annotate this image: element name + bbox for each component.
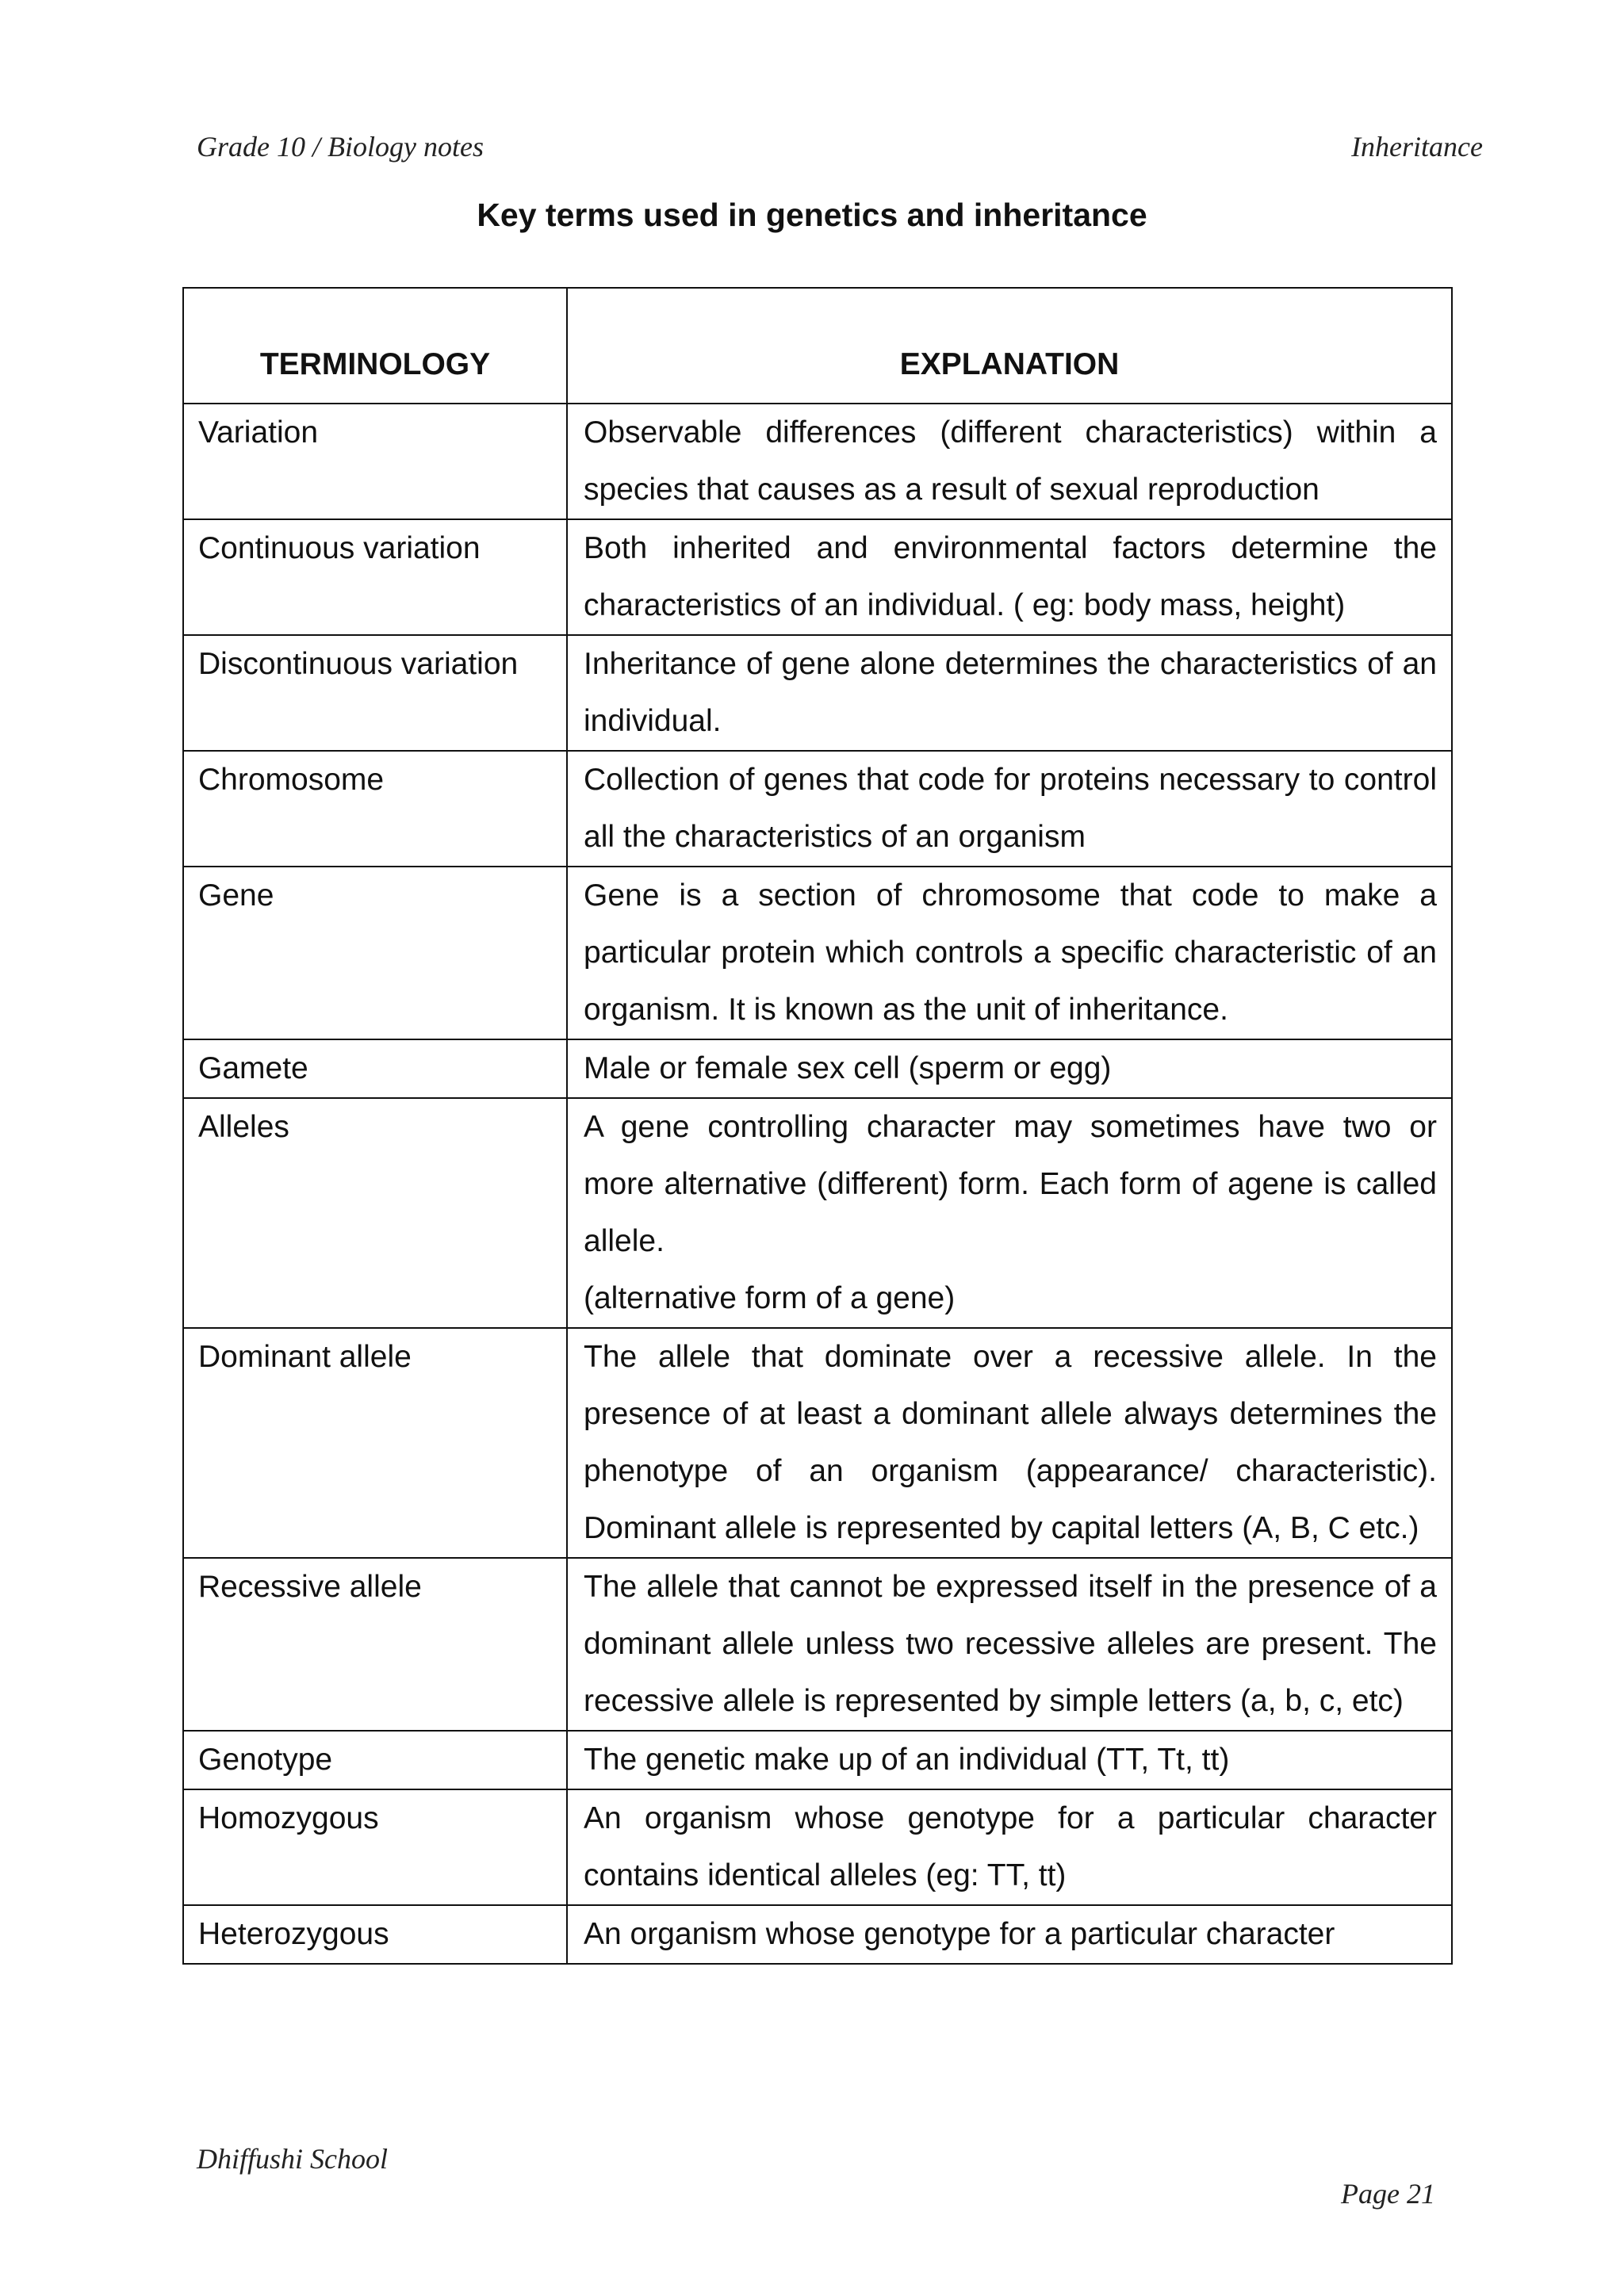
explanation-note: (alternative form of a gene) bbox=[584, 1281, 956, 1315]
table-row bbox=[183, 404, 1452, 519]
table-header-row bbox=[183, 288, 1452, 404]
table-row bbox=[183, 1905, 1452, 1964]
term-cell: Dominant allele bbox=[183, 1328, 567, 1558]
explanation-cell: The allele that cannot be expressed itself in the presence of a dominant allele unless two recessive alleles are present. The recessive allele is represented by simple letters (a, b, c, etc) bbox=[567, 1558, 1452, 1731]
terms-table bbox=[182, 287, 1453, 1965]
table-row bbox=[183, 1731, 1452, 1789]
footer-school: Dhiffushi School bbox=[197, 2143, 388, 2175]
column-header-terminology: TERMINOLOGY bbox=[183, 288, 567, 404]
term-cell: Genotype bbox=[183, 1731, 567, 1789]
page-number: Page 21 bbox=[1341, 2178, 1435, 2210]
term-cell: Alleles bbox=[183, 1098, 567, 1328]
table-row bbox=[183, 1328, 1452, 1558]
term-cell: Chromosome bbox=[183, 751, 567, 867]
term-cell: Heterozygous bbox=[183, 1905, 567, 1964]
table-row bbox=[183, 1098, 1452, 1328]
table-row bbox=[183, 751, 1452, 867]
explanation-cell: Observable differences (different characteristics) within a species that causes as a result of sexual reproduction bbox=[567, 404, 1452, 519]
term-cell: Gamete bbox=[183, 1039, 567, 1098]
explanation-text: A gene controlling character may sometimes have two or more alternative (different) form. Each form of agene is called allele. bbox=[584, 1110, 1437, 1258]
table-row bbox=[183, 1039, 1452, 1098]
explanation-cell: Both inherited and environmental factors determine the characteristics of an individual. ( eg: body mass, height) bbox=[567, 519, 1452, 635]
term-cell: Recessive allele bbox=[183, 1558, 567, 1731]
term-cell: Discontinuous variation bbox=[183, 635, 567, 751]
explanation-cell: The allele that dominate over a recessive allele. In the presence of at least a dominant allele always determines the phenotype of an organism (appearance/ characteristic). Dominant allele is represented by capital letters (A, B, C etc.) bbox=[567, 1328, 1452, 1558]
header-topic: Inheritance bbox=[1351, 131, 1483, 163]
explanation-cell: Inheritance of gene alone determines the characteristics of an individual. bbox=[567, 635, 1452, 751]
term-cell: Homozygous bbox=[183, 1789, 567, 1905]
term-cell: Gene bbox=[183, 867, 567, 1039]
explanation-cell: Collection of genes that code for proteins necessary to control all the characteristics of an organism bbox=[567, 751, 1452, 867]
explanation-cell bbox=[567, 1098, 1452, 1328]
explanation-cell: An organism whose genotype for a particular character bbox=[567, 1905, 1452, 1964]
explanation-cell: An organism whose genotype for a particular character contains identical alleles (eg: TT, tt) bbox=[567, 1789, 1452, 1905]
term-cell: Variation bbox=[183, 404, 567, 519]
header-course: Grade 10 / Biology notes bbox=[197, 131, 484, 163]
explanation-cell: The genetic make up of an individual (TT, Tt, tt) bbox=[567, 1731, 1452, 1789]
table-row bbox=[183, 1789, 1452, 1905]
table-row bbox=[183, 867, 1452, 1039]
term-cell: Continuous variation bbox=[183, 519, 567, 635]
column-header-explanation: EXPLANATION bbox=[567, 288, 1452, 404]
page-title: Key terms used in genetics and inheritance bbox=[477, 197, 1147, 233]
table-row bbox=[183, 519, 1452, 635]
table-row bbox=[183, 635, 1452, 751]
explanation-cell: Gene is a section of chromosome that code to make a particular protein which controls a specific characteristic of an organism. It is known as the unit of inheritance. bbox=[567, 867, 1452, 1039]
table-row bbox=[183, 1558, 1452, 1731]
explanation-cell: Male or female sex cell (sperm or egg) bbox=[567, 1039, 1452, 1098]
